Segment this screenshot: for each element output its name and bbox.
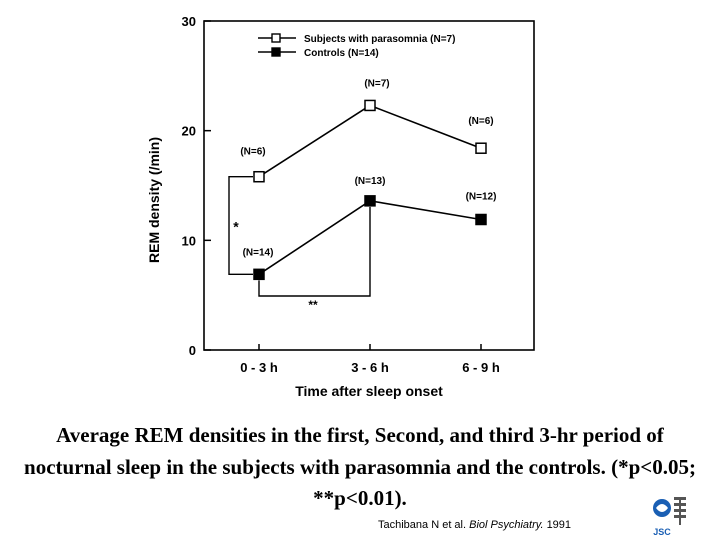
jsc-logo [652, 494, 688, 538]
legend-label: Subjects with parasomnia (N=7) [304, 34, 456, 45]
legend-label: Controls (N=14) [304, 48, 379, 59]
legend [258, 34, 455, 59]
bracket-within-controls [259, 207, 370, 296]
y-tick-label: 10 [181, 233, 196, 249]
data-point [254, 269, 264, 279]
data-point [254, 172, 264, 182]
y-tick-label: 20 [181, 123, 196, 139]
citation-year: 1991 [546, 519, 572, 531]
annotation-double-star: ** [308, 298, 318, 312]
point-label: (N=6) [468, 116, 494, 128]
y-ticks [182, 14, 211, 358]
x-tick-label: 6 - 9 h [462, 360, 500, 375]
y-tick-label: 0 [188, 343, 196, 358]
point-label: (N=6) [240, 146, 266, 158]
annotation-single-star: * [233, 218, 239, 235]
citation-authors: Tachibana N et al. [378, 519, 467, 531]
point-label: (N=12) [465, 191, 497, 203]
x-tick-label: 3 - 6 h [351, 360, 389, 375]
data-point [476, 214, 486, 224]
point-label: (N=7) [364, 78, 390, 90]
x-tick-label: 0 - 3 h [240, 360, 278, 375]
logo-text: JSC [653, 527, 671, 537]
figure-caption: Average REM densities in the first, Second, and third 3-hr period of nocturnal sleep in the subjects with parasomnia and the controls. (*p<0.05; **p<0.01). [24, 423, 696, 510]
data-point [365, 196, 375, 206]
series-line-1 [259, 105, 481, 176]
citation-journal: Biol Psychiatry. [469, 519, 544, 531]
point-label: (N=14) [242, 247, 274, 259]
x-ticks [240, 344, 500, 375]
citation [378, 519, 571, 531]
x-axis-label: Time after sleep onset [295, 383, 443, 399]
y-tick-label: 30 [181, 14, 196, 29]
significance-brackets [229, 177, 370, 312]
y-axis-label: REM density (/min) [146, 136, 162, 264]
legend-marker [272, 48, 280, 56]
data-point [476, 143, 486, 153]
point-label: (N=13) [354, 175, 386, 187]
legend-marker [272, 34, 280, 42]
data-point [365, 100, 375, 110]
